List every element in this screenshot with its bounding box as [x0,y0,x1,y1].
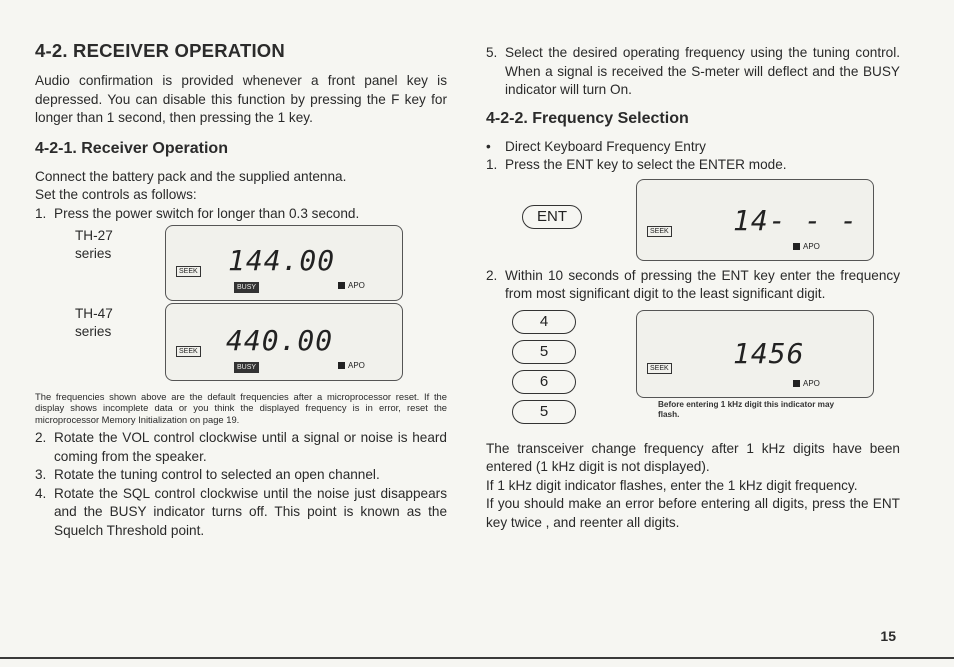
change-frequency-paragraph: The transceiver change frequency after 1 kHz digits have been entered (1 kHz digit is not displayed). [486,440,900,474]
th27-lcd-display [165,225,403,301]
busy-indicator: BUSY [234,362,259,373]
th47-series-label: TH-47 series [75,306,113,339]
default-frequency-note: The frequencies shown above are the default frequencies after a microprocessor reset. If the display shows incomplete data or you think the displayed frequency is in error, reset the microprocessor Memory Initialization on page 19. [35,391,447,425]
digit-entry-figure [486,310,900,436]
flash-paragraph: If 1 kHz digit indicator flashes, enter the 1 kHz digit frequency. [486,477,858,493]
th47-frequency: 440.00 [226,324,334,357]
apo-indicator: APO [338,361,365,370]
step-2: 2. Rotate the VOL control clockwise until a signal or noise is heard coming from the speaker. [35,430,447,464]
page-number: 15 [880,628,896,644]
step-4: 4. Rotate the SQL control clockwise until the noise just disappears and the BUSY indicator turns off. This point is known as the Squelch Threshold point. [35,485,447,538]
apo-square-icon [793,380,800,387]
error-paragraph: If you should make an error before entering all digits, press the ENT key twice , and reenter all digits. [486,496,900,530]
key-4-icon: 4 [512,310,576,334]
enter-mode-frequency: 14- - - [733,203,859,237]
bullet-icon: • [486,138,491,154]
step-5: 5. Select the desired operating frequency using the tuning control. When a signal is received the S-meter will deflect and the BUSY indicator will turn On. [486,45,900,97]
ent-key-icon: ENT [522,205,582,229]
th47-lcd-display [165,303,403,381]
setup-text-1: Connect the battery pack and the supplied antenna. [35,168,347,184]
key-5b-icon: 5 [512,400,576,424]
ent-figure [486,179,900,263]
setup-text-2: Set the controls as follows: [35,187,197,202]
left-column [35,40,447,540]
seek-indicator: SEEK [647,363,672,374]
freq-step-2: 2. Within 10 seconds of pressing the ENT key enter the frequency from most significant digit to the least significant digit. [486,267,900,301]
freq-step-1: 1. Press the ENT key to select the ENTER mode. [486,157,787,172]
step-3: 3. Rotate the tuning control to selected an open channel. [35,467,380,483]
flash-caption: Before entering 1 kHz digit this indicator may flash. [658,399,835,419]
seek-indicator: SEEK [176,346,201,357]
right-column [486,44,900,532]
seek-indicator: SEEK [647,226,672,237]
apo-indicator: APO [793,379,820,388]
key-5-icon: 5 [512,340,576,364]
intro-paragraph: Audio confirmation is provided whenever a front panel key is depressed. You can disable this function by pressing the F key for longer than 1 second, then pressing the 1 key. [35,73,447,125]
key-6-icon: 6 [512,370,576,394]
subsection-title-receiver: 4-2-1. Receiver Operation [35,139,228,157]
th47-display-row [35,303,447,381]
th27-display-row [35,225,447,303]
enter-mode-lcd [636,179,874,261]
apo-indicator: APO [338,281,365,290]
th27-series-label: TH-27 series [75,228,113,261]
step-1: 1. Press the power switch for longer than 0.3 second. [35,205,360,221]
bottom-rule [0,657,954,659]
digit-entry-lcd [636,310,874,398]
bullet-direct-entry: • Direct Keyboard Frequency Entry [486,138,900,157]
th27-frequency: 144.00 [228,244,336,277]
section-title: 4-2. RECEIVER OPERATION [35,40,285,61]
apo-indicator: APO [793,242,820,251]
digit-entry-frequency: 1456 [733,336,805,370]
apo-square-icon [338,282,345,289]
busy-indicator: BUSY [234,282,259,293]
subsection-title-frequency: 4-2-2. Frequency Selection [486,109,689,127]
apo-square-icon [338,362,345,369]
seek-indicator: SEEK [176,266,201,277]
apo-square-icon [793,243,800,250]
